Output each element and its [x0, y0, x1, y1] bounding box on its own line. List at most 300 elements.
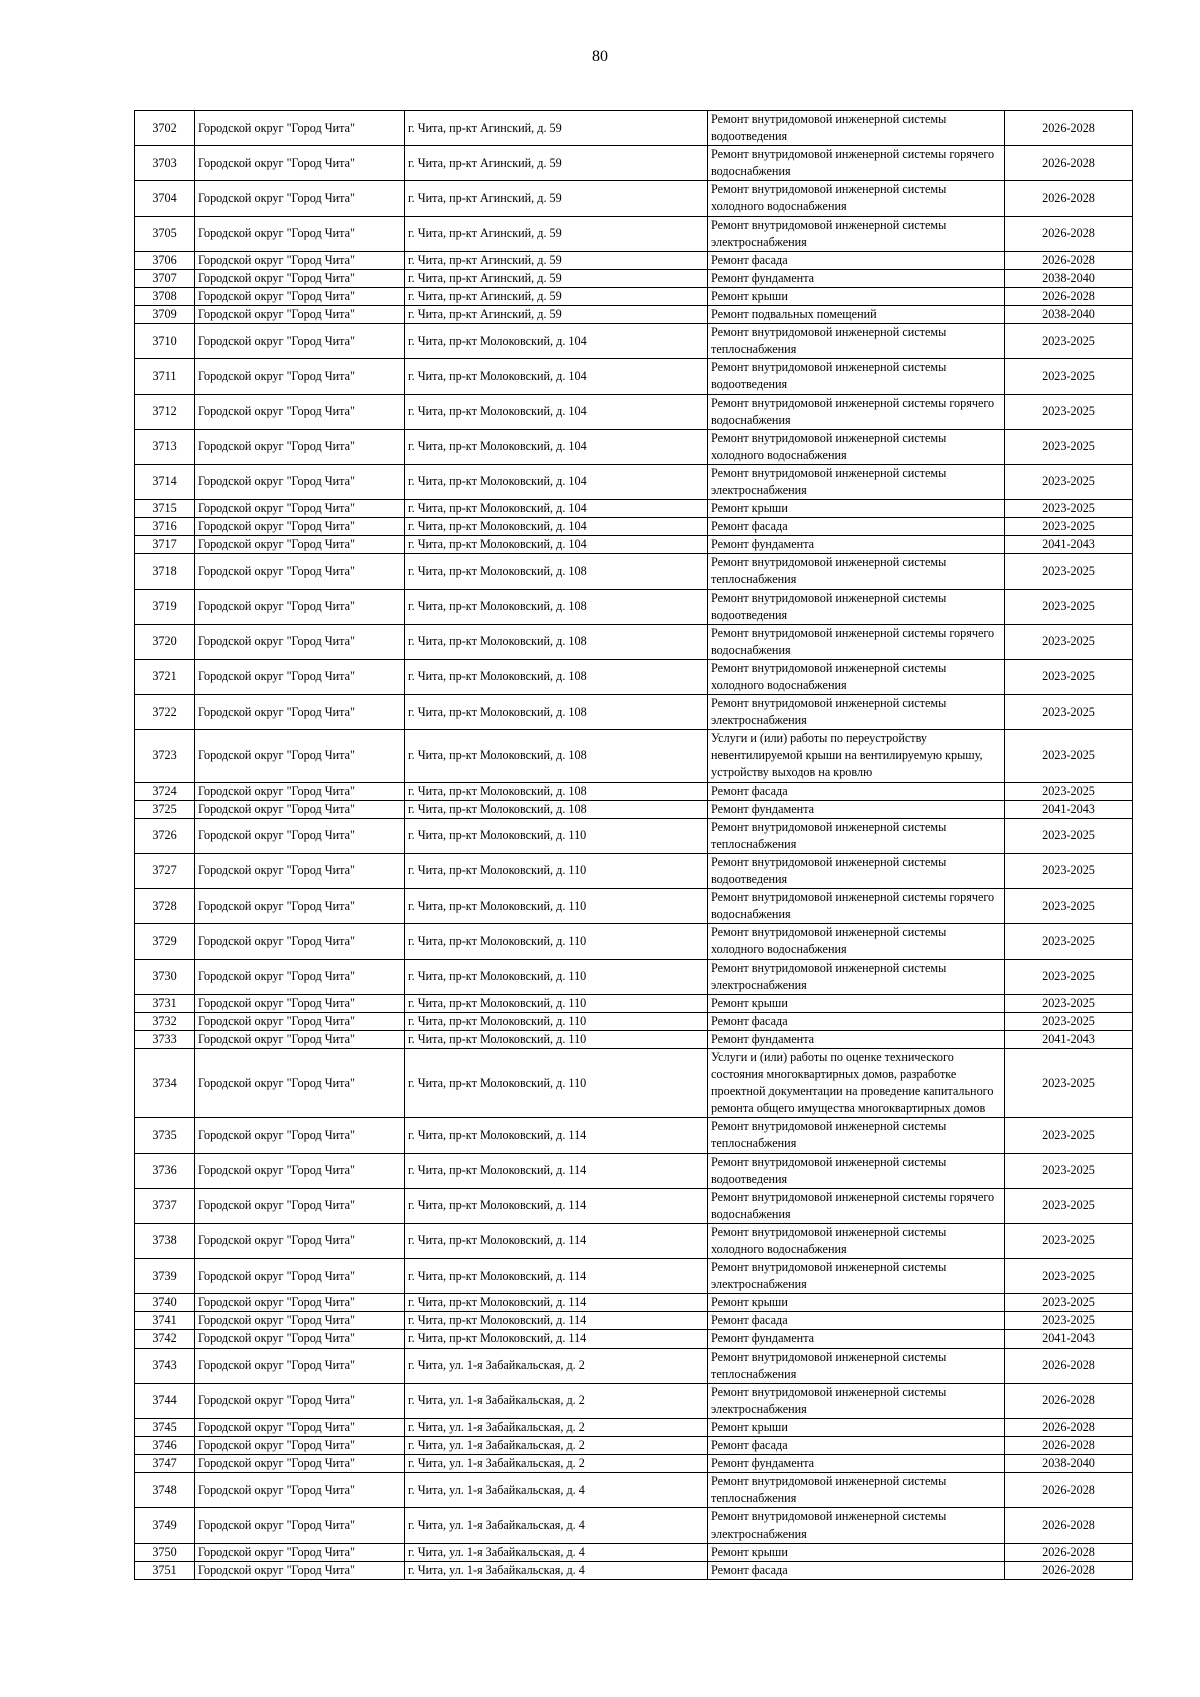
table-row: [135, 1153, 1133, 1188]
period-cell: 2026-2028: [1005, 1561, 1133, 1579]
period-cell: 2023-2025: [1005, 695, 1133, 730]
table-row: [135, 1455, 1133, 1473]
row-number-cell: 3713: [135, 429, 195, 464]
table-row: [135, 1312, 1133, 1330]
table-row: [135, 359, 1133, 394]
work-type-cell: Ремонт фасада: [708, 782, 1005, 800]
address-cell: г. Чита, пр-кт Агинский, д. 59: [405, 181, 708, 216]
work-type-cell: Ремонт внутридомовой инженерной системы горячего водоснабжения: [708, 624, 1005, 659]
municipality-cell: Городской округ "Город Чита": [195, 1348, 405, 1383]
work-type-cell: Ремонт фасада: [708, 1437, 1005, 1455]
table-row: [135, 1188, 1133, 1223]
row-number-cell: 3750: [135, 1543, 195, 1561]
address-cell: г. Чита, пр-кт Молоковский, д. 114: [405, 1153, 708, 1188]
municipality-cell: Городской округ "Город Чита": [195, 730, 405, 782]
municipality-cell: Городской округ "Город Чита": [195, 554, 405, 589]
row-number-cell: 3727: [135, 853, 195, 888]
municipality-cell: Городской округ "Город Чита": [195, 889, 405, 924]
table-row: [135, 782, 1133, 800]
municipality-cell: Городской округ "Город Чита": [195, 111, 405, 146]
address-cell: г. Чита, пр-кт Молоковский, д. 104: [405, 324, 708, 359]
address-cell: г. Чита, пр-кт Молоковский, д. 108: [405, 554, 708, 589]
row-number-cell: 3749: [135, 1508, 195, 1543]
work-type-cell: Ремонт внутридомовой инженерной системы электроснабжения: [708, 216, 1005, 251]
address-cell: г. Чита, пр-кт Молоковский, д. 114: [405, 1118, 708, 1153]
row-number-cell: 3706: [135, 251, 195, 269]
period-cell: 2023-2025: [1005, 818, 1133, 853]
period-cell: 2023-2025: [1005, 1312, 1133, 1330]
work-type-cell: Ремонт фундамента: [708, 1030, 1005, 1048]
period-cell: 2026-2028: [1005, 1473, 1133, 1508]
municipality-cell: Городской округ "Город Чита": [195, 287, 405, 305]
row-number-cell: 3729: [135, 924, 195, 959]
row-number-cell: 3738: [135, 1223, 195, 1258]
period-cell: 2023-2025: [1005, 889, 1133, 924]
municipality-cell: Городской округ "Город Чита": [195, 1294, 405, 1312]
period-cell: 2023-2025: [1005, 994, 1133, 1012]
work-type-cell: Ремонт подвальных помещений: [708, 306, 1005, 324]
work-type-cell: Ремонт фасада: [708, 1312, 1005, 1330]
row-number-cell: 3716: [135, 518, 195, 536]
row-number-cell: 3751: [135, 1561, 195, 1579]
row-number-cell: 3737: [135, 1188, 195, 1223]
work-type-cell: Ремонт внутридомовой инженерной системы электроснабжения: [708, 1259, 1005, 1294]
municipality-cell: Городской округ "Город Чита": [195, 1012, 405, 1030]
work-type-cell: Ремонт фасада: [708, 518, 1005, 536]
table-row: [135, 853, 1133, 888]
period-cell: 2038-2040: [1005, 1455, 1133, 1473]
address-cell: г. Чита, пр-кт Молоковский, д. 108: [405, 659, 708, 694]
work-type-cell: Ремонт фундамента: [708, 800, 1005, 818]
address-cell: г. Чита, пр-кт Молоковский, д. 110: [405, 1030, 708, 1048]
municipality-cell: Городской округ "Город Чита": [195, 1383, 405, 1418]
table-row: [135, 1418, 1133, 1436]
row-number-cell: 3717: [135, 536, 195, 554]
municipality-cell: Городской округ "Город Чита": [195, 359, 405, 394]
period-cell: 2023-2025: [1005, 1223, 1133, 1258]
work-type-cell: Ремонт внутридомовой инженерной системы теплоснабжения: [708, 1118, 1005, 1153]
address-cell: г. Чита, пр-кт Молоковский, д. 104: [405, 518, 708, 536]
municipality-cell: Городской округ "Город Чита": [195, 1048, 405, 1117]
address-cell: г. Чита, пр-кт Агинский, д. 59: [405, 251, 708, 269]
municipality-cell: Городской округ "Город Чита": [195, 800, 405, 818]
table-row: [135, 1294, 1133, 1312]
period-cell: 2026-2028: [1005, 146, 1133, 181]
table-row: [135, 394, 1133, 429]
municipality-cell: Городской округ "Город Чита": [195, 924, 405, 959]
municipality-cell: Городской округ "Город Чита": [195, 500, 405, 518]
work-type-cell: Ремонт внутридомовой инженерной системы холодного водоснабжения: [708, 924, 1005, 959]
period-cell: 2023-2025: [1005, 554, 1133, 589]
row-number-cell: 3711: [135, 359, 195, 394]
row-number-cell: 3730: [135, 959, 195, 994]
work-type-cell: Ремонт внутридомовой инженерной системы водоотведения: [708, 589, 1005, 624]
table-row: [135, 429, 1133, 464]
period-cell: 2023-2025: [1005, 853, 1133, 888]
row-number-cell: 3748: [135, 1473, 195, 1508]
address-cell: г. Чита, пр-кт Агинский, д. 59: [405, 111, 708, 146]
row-number-cell: 3704: [135, 181, 195, 216]
period-cell: 2023-2025: [1005, 624, 1133, 659]
work-type-cell: Ремонт крыши: [708, 1543, 1005, 1561]
work-type-cell: Ремонт крыши: [708, 1294, 1005, 1312]
work-type-cell: Ремонт внутридомовой инженерной системы горячего водоснабжения: [708, 394, 1005, 429]
work-type-cell: Ремонт внутридомовой инженерной системы холодного водоснабжения: [708, 181, 1005, 216]
period-cell: 2023-2025: [1005, 959, 1133, 994]
municipality-cell: Городской округ "Город Чита": [195, 659, 405, 694]
work-type-cell: Ремонт фасада: [708, 1012, 1005, 1030]
address-cell: г. Чита, пр-кт Молоковский, д. 114: [405, 1330, 708, 1348]
address-cell: г. Чита, пр-кт Агинский, д. 59: [405, 306, 708, 324]
table-row: [135, 269, 1133, 287]
address-cell: г. Чита, пр-кт Молоковский, д. 104: [405, 359, 708, 394]
work-type-cell: Ремонт крыши: [708, 994, 1005, 1012]
row-number-cell: 3736: [135, 1153, 195, 1188]
address-cell: г. Чита, пр-кт Молоковский, д. 114: [405, 1223, 708, 1258]
work-type-cell: Услуги и (или) работы по переустройству невентилируемой крыши на вентилируемую крышу, устройству выходов на кровлю: [708, 730, 1005, 782]
period-cell: 2023-2025: [1005, 1294, 1133, 1312]
row-number-cell: 3732: [135, 1012, 195, 1030]
address-cell: г. Чита, пр-кт Молоковский, д. 110: [405, 818, 708, 853]
period-cell: 2041-2043: [1005, 800, 1133, 818]
address-cell: г. Чита, пр-кт Молоковский, д. 110: [405, 1012, 708, 1030]
municipality-cell: Городской округ "Город Чита": [195, 429, 405, 464]
table-row: [135, 1348, 1133, 1383]
period-cell: 2023-2025: [1005, 500, 1133, 518]
address-cell: г. Чита, ул. 1-я Забайкальская, д. 4: [405, 1508, 708, 1543]
table-row: [135, 1561, 1133, 1579]
municipality-cell: Городской округ "Город Чита": [195, 1473, 405, 1508]
period-cell: 2023-2025: [1005, 324, 1133, 359]
row-number-cell: 3733: [135, 1030, 195, 1048]
address-cell: г. Чита, пр-кт Молоковский, д. 114: [405, 1294, 708, 1312]
work-type-cell: Ремонт фасада: [708, 251, 1005, 269]
address-cell: г. Чита, пр-кт Агинский, д. 59: [405, 216, 708, 251]
table-row: [135, 536, 1133, 554]
period-cell: 2023-2025: [1005, 730, 1133, 782]
row-number-cell: 3720: [135, 624, 195, 659]
address-cell: г. Чита, ул. 1-я Забайкальская, д. 4: [405, 1561, 708, 1579]
row-number-cell: 3747: [135, 1455, 195, 1473]
work-type-cell: Ремонт внутридомовой инженерной системы электроснабжения: [708, 959, 1005, 994]
work-type-cell: Ремонт внутридомовой инженерной системы теплоснабжения: [708, 818, 1005, 853]
table-row: [135, 1383, 1133, 1418]
municipality-cell: Городской округ "Город Чита": [195, 464, 405, 499]
municipality-cell: Городской округ "Город Чита": [195, 1418, 405, 1436]
address-cell: г. Чита, пр-кт Молоковский, д. 104: [405, 536, 708, 554]
table-row: [135, 1118, 1133, 1153]
work-type-cell: Ремонт внутридомовой инженерной системы электроснабжения: [708, 464, 1005, 499]
period-cell: 2023-2025: [1005, 1188, 1133, 1223]
municipality-cell: Городской округ "Город Чита": [195, 1508, 405, 1543]
work-type-cell: Ремонт внутридомовой инженерной системы водоотведения: [708, 853, 1005, 888]
work-type-cell: Ремонт крыши: [708, 1418, 1005, 1436]
work-type-cell: Ремонт внутридомовой инженерной системы горячего водоснабжения: [708, 146, 1005, 181]
address-cell: г. Чита, пр-кт Молоковский, д. 108: [405, 800, 708, 818]
table-row: [135, 889, 1133, 924]
work-type-cell: Ремонт внутридомовой инженерной системы холодного водоснабжения: [708, 429, 1005, 464]
table-row: [135, 1223, 1133, 1258]
table-row: [135, 589, 1133, 624]
work-type-cell: Ремонт крыши: [708, 287, 1005, 305]
row-number-cell: 3745: [135, 1418, 195, 1436]
address-cell: г. Чита, пр-кт Молоковский, д. 104: [405, 394, 708, 429]
row-number-cell: 3719: [135, 589, 195, 624]
row-number-cell: 3739: [135, 1259, 195, 1294]
table-row: [135, 111, 1133, 146]
table-row: [135, 554, 1133, 589]
row-number-cell: 3722: [135, 695, 195, 730]
municipality-cell: Городской округ "Город Чита": [195, 1455, 405, 1473]
address-cell: г. Чита, пр-кт Молоковский, д. 110: [405, 853, 708, 888]
address-cell: г. Чита, пр-кт Молоковский, д. 110: [405, 1048, 708, 1117]
work-type-cell: Услуги и (или) работы по оценке технического состояния многоквартирных домов, разработке проектной документации на проведение капитального ремонта общего имущества многоквартирных домов: [708, 1048, 1005, 1117]
municipality-cell: Городской округ "Город Чита": [195, 1030, 405, 1048]
row-number-cell: 3741: [135, 1312, 195, 1330]
work-type-cell: Ремонт внутридомовой инженерной системы теплоснабжения: [708, 324, 1005, 359]
municipality-cell: Городской округ "Город Чита": [195, 624, 405, 659]
municipality-cell: Городской округ "Город Чита": [195, 994, 405, 1012]
municipality-cell: Городской округ "Город Чита": [195, 818, 405, 853]
municipality-cell: Городской округ "Город Чита": [195, 216, 405, 251]
period-cell: 2023-2025: [1005, 1259, 1133, 1294]
row-number-cell: 3743: [135, 1348, 195, 1383]
work-type-cell: Ремонт фундамента: [708, 1330, 1005, 1348]
work-type-cell: Ремонт внутридомовой инженерной системы холодного водоснабжения: [708, 659, 1005, 694]
table-row: [135, 1508, 1133, 1543]
register-table: [134, 110, 1133, 1580]
municipality-cell: Городской округ "Город Чита": [195, 1153, 405, 1188]
row-number-cell: 3705: [135, 216, 195, 251]
municipality-cell: Городской округ "Город Чита": [195, 1312, 405, 1330]
work-type-cell: Ремонт внутридомовой инженерной системы электроснабжения: [708, 1383, 1005, 1418]
work-type-cell: Ремонт внутридомовой инженерной системы теплоснабжения: [708, 1348, 1005, 1383]
work-type-cell: Ремонт внутридомовой инженерной системы водоотведения: [708, 359, 1005, 394]
address-cell: г. Чита, пр-кт Молоковский, д. 110: [405, 924, 708, 959]
municipality-cell: Городской округ "Город Чита": [195, 394, 405, 429]
period-cell: 2026-2028: [1005, 111, 1133, 146]
register-table-body: [135, 111, 1133, 1580]
address-cell: г. Чита, ул. 1-я Забайкальская, д. 4: [405, 1543, 708, 1561]
period-cell: 2023-2025: [1005, 429, 1133, 464]
period-cell: 2026-2028: [1005, 181, 1133, 216]
row-number-cell: 3721: [135, 659, 195, 694]
address-cell: г. Чита, пр-кт Молоковский, д. 104: [405, 429, 708, 464]
row-number-cell: 3744: [135, 1383, 195, 1418]
row-number-cell: 3735: [135, 1118, 195, 1153]
period-cell: 2026-2028: [1005, 1508, 1133, 1543]
page-number: 80: [592, 48, 608, 65]
table-row: [135, 959, 1133, 994]
municipality-cell: Городской округ "Город Чита": [195, 1188, 405, 1223]
work-type-cell: Ремонт внутридомовой инженерной системы теплоснабжения: [708, 1473, 1005, 1508]
table-row: [135, 1437, 1133, 1455]
municipality-cell: Городской округ "Город Чита": [195, 853, 405, 888]
row-number-cell: 3742: [135, 1330, 195, 1348]
work-type-cell: Ремонт фасада: [708, 1561, 1005, 1579]
municipality-cell: Городской округ "Город Чита": [195, 1330, 405, 1348]
address-cell: г. Чита, пр-кт Молоковский, д. 104: [405, 464, 708, 499]
municipality-cell: Городской округ "Город Чита": [195, 1223, 405, 1258]
period-cell: 2023-2025: [1005, 518, 1133, 536]
table-row: [135, 146, 1133, 181]
period-cell: 2023-2025: [1005, 1012, 1133, 1030]
address-cell: г. Чита, пр-кт Молоковский, д. 108: [405, 589, 708, 624]
address-cell: г. Чита, пр-кт Молоковский, д. 108: [405, 730, 708, 782]
work-type-cell: Ремонт фундамента: [708, 536, 1005, 554]
period-cell: 2023-2025: [1005, 1048, 1133, 1117]
municipality-cell: Городской округ "Город Чита": [195, 695, 405, 730]
row-number-cell: 3715: [135, 500, 195, 518]
period-cell: 2026-2028: [1005, 1437, 1133, 1455]
work-type-cell: Ремонт фундамента: [708, 269, 1005, 287]
work-type-cell: Ремонт внутридомовой инженерной системы горячего водоснабжения: [708, 1188, 1005, 1223]
work-type-cell: Ремонт внутридомовой инженерной системы холодного водоснабжения: [708, 1223, 1005, 1258]
address-cell: г. Чита, ул. 1-я Забайкальская, д. 2: [405, 1348, 708, 1383]
row-number-cell: 3731: [135, 994, 195, 1012]
table-row: [135, 181, 1133, 216]
table-row: [135, 287, 1133, 305]
table-row: [135, 324, 1133, 359]
municipality-cell: Городской округ "Город Чита": [195, 536, 405, 554]
address-cell: г. Чита, пр-кт Молоковский, д. 108: [405, 782, 708, 800]
address-cell: г. Чита, пр-кт Молоковский, д. 110: [405, 889, 708, 924]
address-cell: г. Чита, пр-кт Молоковский, д. 108: [405, 695, 708, 730]
row-number-cell: 3708: [135, 287, 195, 305]
table-row: [135, 730, 1133, 782]
row-number-cell: 3702: [135, 111, 195, 146]
table-row: [135, 800, 1133, 818]
period-cell: 2026-2028: [1005, 1348, 1133, 1383]
table-row: [135, 518, 1133, 536]
address-cell: г. Чита, пр-кт Агинский, д. 59: [405, 287, 708, 305]
row-number-cell: 3740: [135, 1294, 195, 1312]
work-type-cell: Ремонт внутридомовой инженерной системы электроснабжения: [708, 1508, 1005, 1543]
period-cell: 2023-2025: [1005, 782, 1133, 800]
address-cell: г. Чита, пр-кт Молоковский, д. 114: [405, 1188, 708, 1223]
period-cell: 2041-2043: [1005, 1030, 1133, 1048]
work-type-cell: Ремонт внутридомовой инженерной системы горячего водоснабжения: [708, 889, 1005, 924]
address-cell: г. Чита, пр-кт Молоковский, д. 110: [405, 994, 708, 1012]
period-cell: 2023-2025: [1005, 394, 1133, 429]
table-row: [135, 1259, 1133, 1294]
municipality-cell: Городской округ "Город Чита": [195, 959, 405, 994]
address-cell: г. Чита, ул. 1-я Забайкальская, д. 2: [405, 1418, 708, 1436]
table-row: [135, 924, 1133, 959]
municipality-cell: Городской округ "Город Чита": [195, 1543, 405, 1561]
table-row: [135, 1330, 1133, 1348]
period-cell: 2026-2028: [1005, 1418, 1133, 1436]
address-cell: г. Чита, пр-кт Молоковский, д. 114: [405, 1259, 708, 1294]
table-row: [135, 1048, 1133, 1117]
period-cell: 2026-2028: [1005, 287, 1133, 305]
period-cell: 2023-2025: [1005, 1153, 1133, 1188]
row-number-cell: 3746: [135, 1437, 195, 1455]
work-type-cell: Ремонт внутридомовой инженерной системы электроснабжения: [708, 695, 1005, 730]
period-cell: 2023-2025: [1005, 359, 1133, 394]
table-row: [135, 818, 1133, 853]
row-number-cell: 3703: [135, 146, 195, 181]
municipality-cell: Городской округ "Город Чита": [195, 1259, 405, 1294]
row-number-cell: 3725: [135, 800, 195, 818]
table-row: [135, 659, 1133, 694]
address-cell: г. Чита, ул. 1-я Забайкальская, д. 4: [405, 1473, 708, 1508]
address-cell: г. Чита, пр-кт Молоковский, д. 108: [405, 624, 708, 659]
address-cell: г. Чита, пр-кт Агинский, д. 59: [405, 269, 708, 287]
period-cell: 2038-2040: [1005, 269, 1133, 287]
table-row: [135, 216, 1133, 251]
municipality-cell: Городской округ "Город Чита": [195, 324, 405, 359]
row-number-cell: 3718: [135, 554, 195, 589]
table-row: [135, 1012, 1133, 1030]
row-number-cell: 3714: [135, 464, 195, 499]
period-cell: 2038-2040: [1005, 306, 1133, 324]
address-cell: г. Чита, пр-кт Молоковский, д. 110: [405, 959, 708, 994]
row-number-cell: 3726: [135, 818, 195, 853]
period-cell: 2023-2025: [1005, 589, 1133, 624]
municipality-cell: Городской округ "Город Чита": [195, 1437, 405, 1455]
address-cell: г. Чита, ул. 1-я Забайкальская, д. 2: [405, 1455, 708, 1473]
table-row: [135, 1030, 1133, 1048]
period-cell: 2023-2025: [1005, 1118, 1133, 1153]
period-cell: 2023-2025: [1005, 924, 1133, 959]
address-cell: г. Чита, пр-кт Молоковский, д. 114: [405, 1312, 708, 1330]
row-number-cell: 3728: [135, 889, 195, 924]
municipality-cell: Городской округ "Город Чита": [195, 518, 405, 536]
address-cell: г. Чита, ул. 1-я Забайкальская, д. 2: [405, 1383, 708, 1418]
table-row: [135, 306, 1133, 324]
municipality-cell: Городской округ "Город Чита": [195, 1561, 405, 1579]
row-number-cell: 3734: [135, 1048, 195, 1117]
municipality-cell: Городской округ "Город Чита": [195, 1118, 405, 1153]
table-row: [135, 251, 1133, 269]
municipality-cell: Городской округ "Город Чита": [195, 589, 405, 624]
row-number-cell: 3724: [135, 782, 195, 800]
table-row: [135, 464, 1133, 499]
period-cell: 2026-2028: [1005, 251, 1133, 269]
municipality-cell: Городской округ "Город Чита": [195, 181, 405, 216]
municipality-cell: Городской округ "Город Чита": [195, 306, 405, 324]
work-type-cell: Ремонт фундамента: [708, 1455, 1005, 1473]
period-cell: 2023-2025: [1005, 464, 1133, 499]
address-cell: г. Чита, ул. 1-я Забайкальская, д. 2: [405, 1437, 708, 1455]
work-type-cell: Ремонт крыши: [708, 500, 1005, 518]
municipality-cell: Городской округ "Город Чита": [195, 269, 405, 287]
address-cell: г. Чита, пр-кт Агинский, д. 59: [405, 146, 708, 181]
municipality-cell: Городской округ "Город Чита": [195, 782, 405, 800]
period-cell: 2041-2043: [1005, 536, 1133, 554]
municipality-cell: Городской округ "Город Чита": [195, 146, 405, 181]
work-type-cell: Ремонт внутридомовой инженерной системы водоотведения: [708, 1153, 1005, 1188]
period-cell: 2026-2028: [1005, 1543, 1133, 1561]
period-cell: 2026-2028: [1005, 216, 1133, 251]
row-number-cell: 3707: [135, 269, 195, 287]
table-row: [135, 1473, 1133, 1508]
table-row: [135, 994, 1133, 1012]
row-number-cell: 3712: [135, 394, 195, 429]
period-cell: 2023-2025: [1005, 659, 1133, 694]
row-number-cell: 3710: [135, 324, 195, 359]
row-number-cell: 3723: [135, 730, 195, 782]
work-type-cell: Ремонт внутридомовой инженерной системы водоотведения: [708, 111, 1005, 146]
table-row: [135, 1543, 1133, 1561]
period-cell: 2041-2043: [1005, 1330, 1133, 1348]
table-row: [135, 500, 1133, 518]
work-type-cell: Ремонт внутридомовой инженерной системы теплоснабжения: [708, 554, 1005, 589]
municipality-cell: Городской округ "Город Чита": [195, 251, 405, 269]
row-number-cell: 3709: [135, 306, 195, 324]
table-row: [135, 695, 1133, 730]
